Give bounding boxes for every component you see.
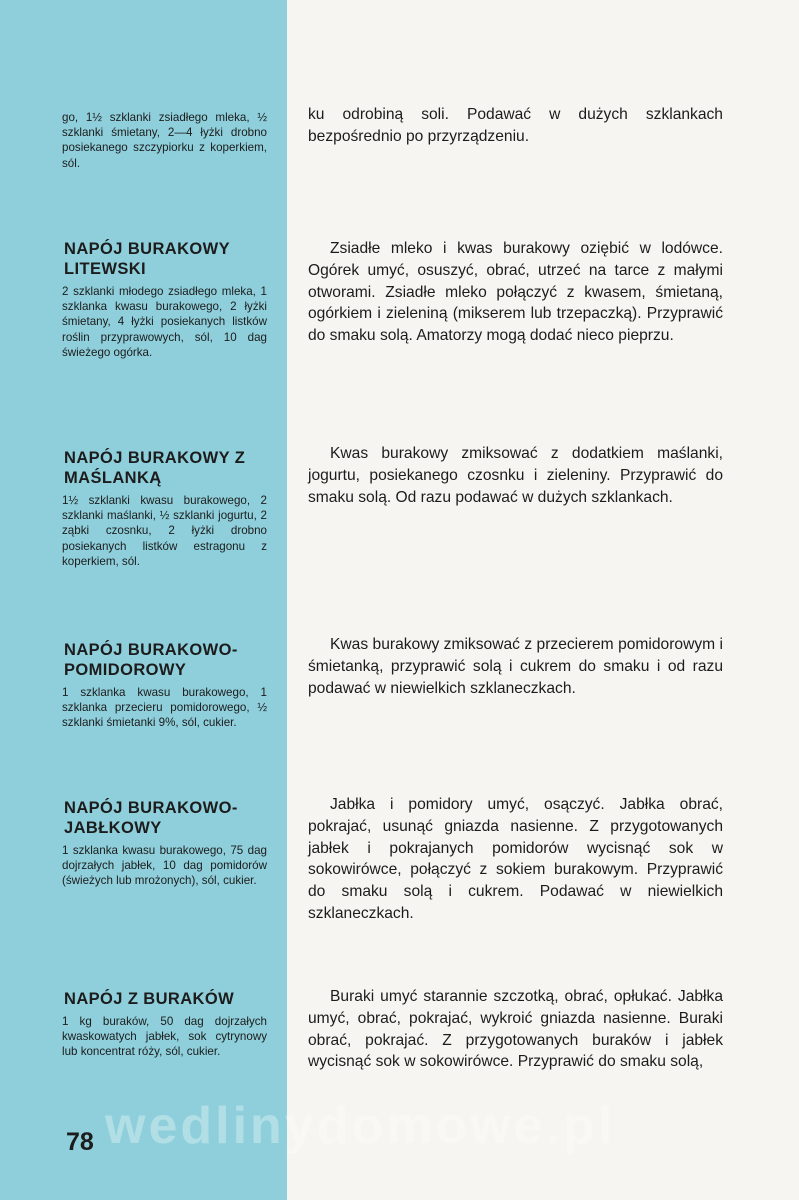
ingredients-pomidorowy: 1 szklanka kwasu burakowego, 1 szklanka przecieru pomidorowego, ½ szklanki śmietanki 9%, sól, cukier. xyxy=(62,686,267,730)
ingredients-litewski: 2 szklanki młodego zsiadłego mleka, 1 szklanka kwasu burakowego, 2 łyżki śmietany, 4 łyżki posiekanych listków roślin przyprawowych, sól, 10 dag świeżego ogórka. xyxy=(62,285,267,359)
recipe-title-litewski: NAPÓJ BURAKOWY LITEWSKI xyxy=(64,240,230,278)
instructions-jablkowy: Jabłka i pomidory umyć, osączyć. Jabłka obrać, pokrajać, usunąć gniazda nasienne. Z przygotowanych jabłek i pokrajanych pomidorów wycisnąć sok w sokowirówce, połączyć z sokiem burakowym. Przyprawić do smaku solą i cukrem. Podawać w niewielkich szklaneczkach. xyxy=(308,796,723,922)
page-number: 78 xyxy=(66,1128,94,1156)
instructions-litewski: Zsiadłe mleko i kwas burakowy oziębić w lodówce. Ogórek umyć, osuszyć, obrać, utrzeć na tarce z małymi otworami. Zsiadłe mleko połączyć z kwasem, śmietaną, ogórkiem i zieleniną (mikserem lub trzepaczką). Przyprawić do smaku solą. Amatorzy mogą dodać nieco pieprzu. xyxy=(308,240,723,345)
ingredients-maslanka: 1½ szklanki kwasu burakowego, 2 szklanki maślanki, ½ szklanki jogurtu, 2 ząbki czosnku, 2 łyżki drobno posiekanych listków estragonu z koperkiem, sól. xyxy=(62,494,267,568)
instructions-pomidorowy: Kwas burakowy zmiksować z przecierem pomidorowym i śmietanką, przyprawić solą i cukrem do smaku i od razu podawać w niewielkich szklaneczkach. xyxy=(308,636,723,697)
ingredients-continued: go, 1½ szklanki zsiadłego mleka, ½ szklanki śmietany, 2—4 łyżki drobno posiekanego szczypiorku z koperkiem, sól. xyxy=(62,111,267,170)
recipe-title-jablkowy: NAPÓJ BURAKOWO-JABŁKOWY xyxy=(64,799,238,837)
watermark: wedlinydomowe.pl xyxy=(105,1097,616,1155)
recipe-title-pomidorowy: NAPÓJ BURAKOWO-POMIDOROWY xyxy=(64,641,238,679)
instructions-z-burakow: Buraki umyć starannie szczotką, obrać, opłukać. Jabłka umyć, obrać, pokrajać, wykroić gniazda nasienne. Buraki obrać, pokrajać. Z przygotowanych buraków i jabłek wycisnąć sok w sokowirówce. Przyprawić do smaku solą, xyxy=(308,988,723,1071)
recipe-title-maslanka: NAPÓJ BURAKOWY Z MAŚLANKĄ xyxy=(64,449,246,487)
ingredients-z-burakow: 1 kg buraków, 50 dag dojrzałych kwaskowatych jabłek, sok cytrynowy lub koncentrat róży, sól, cukier. xyxy=(62,1015,267,1059)
ingredients-jablkowy: 1 szklanka kwasu burakowego, 75 dag dojrzałych jabłek, 10 dag pomidorów (świeżych lub mrożonych), sól, cukier. xyxy=(62,844,267,888)
instructions-continued: ku odrobiną soli. Podawać w dużych szklankach bezpośrednio po przyrządzeniu. xyxy=(308,106,723,145)
recipe-title-z-burakow: NAPÓJ Z BURAKÓW xyxy=(64,990,235,1008)
instructions-maslanka: Kwas burakowy zmiksować z dodatkiem maślanki, jogurtu, posiekanego czosnku i zieleniny. Przyprawić do smaku solą. Od razu podawać w dużych szklankach. xyxy=(308,445,723,506)
